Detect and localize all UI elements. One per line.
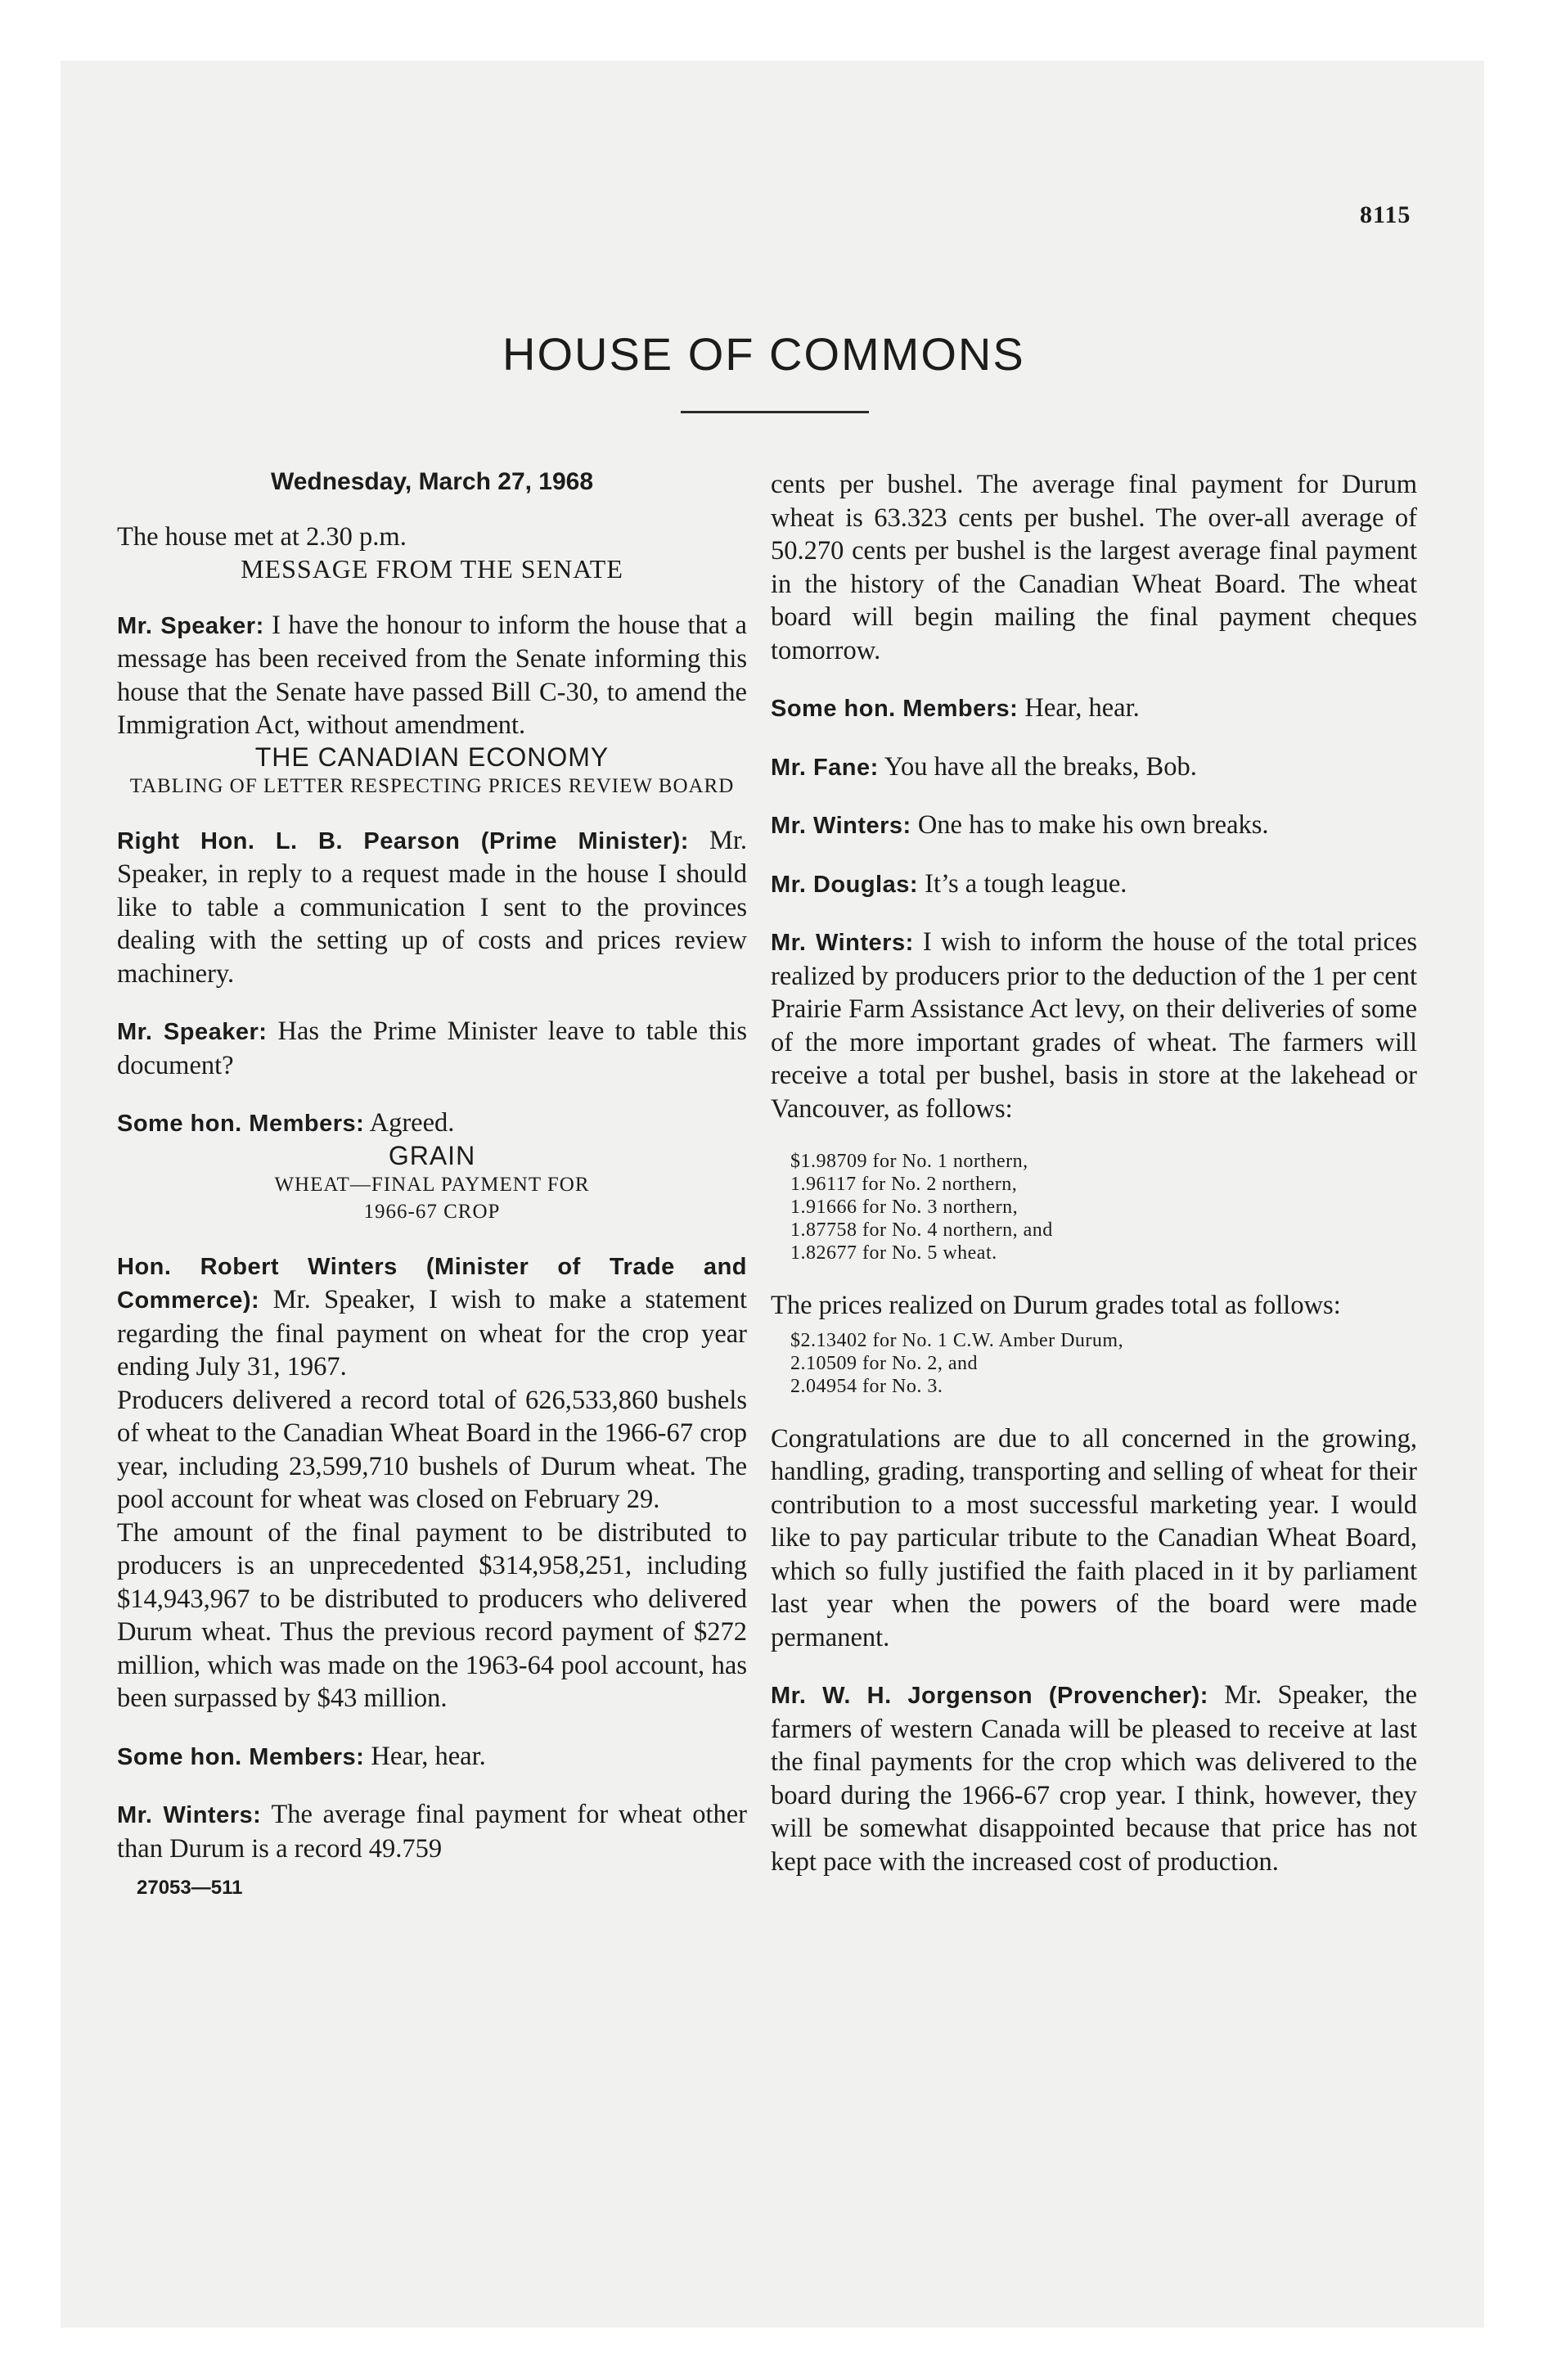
speaker-name: Mr. Speaker:	[117, 612, 264, 639]
page-number: 8115	[1360, 201, 1411, 228]
paragraph	[117, 1015, 747, 1082]
right-column	[771, 468, 1417, 1878]
left-column	[117, 468, 747, 1900]
paragraph-text: Agreed.	[369, 1108, 455, 1138]
speaker-name: Right Hon. L. B. Pearson (Prime Minister):	[117, 827, 689, 854]
paragraph-text: Has the Prime Minister leave to table this document?	[117, 1016, 747, 1080]
paragraph	[117, 1740, 747, 1774]
paragraph-text: Mr. Speaker, I wish to make a statement regarding the final payment on wheat for the crop year ending July 31, 1967.	[117, 1285, 747, 1382]
page-title: HOUSE OF COMMONS	[502, 328, 1025, 380]
price-row: $2.13402 for No. 1 C.W. Amber Durum,	[790, 1329, 1124, 1351]
paragraph-text: I wish to inform the house of the total prices realized by producers prior to the deduction of the 1 per cent Prairie Farm Assistance Act levy, on their deliveries of some of the more important grades of wheat. The farmers will receive a total per bushel, basis in store at the lakehead or Vancouver, as follows:	[771, 927, 1418, 1124]
speaker-name: Some hon. Members:	[117, 1743, 365, 1770]
print-code: 27053—511	[137, 1877, 243, 1899]
price-row: $1.98709 for No. 1 northern,	[790, 1151, 1028, 1172]
speaker-name: Mr. W. H. Jorgenson (Provencher):	[771, 1683, 1208, 1709]
house-met-line: The house met at 2.30 p.m.	[117, 522, 407, 552]
paragraph	[117, 1798, 747, 1865]
price-row: 2.10509 for No. 2, and	[790, 1352, 978, 1374]
heading-message-from-senate: MESSAGE FROM THE SENATE	[241, 553, 623, 584]
speaker-name: Mr. Speaker:	[117, 1019, 268, 1045]
durum-price-list	[771, 1329, 1417, 1398]
price-row: 2.04954 for No. 3.	[790, 1375, 943, 1397]
speaker-name: Some hon. Members:	[771, 696, 1019, 722]
paragraph: The prices realized on Durum grades total as follows:	[771, 1291, 1341, 1320]
paragraph-text: I have the honour to inform the house that a message has been received from the Senate informing this house that the Senate have passed Bill C-30, to amend the Immigration Act, without amendment.	[117, 610, 747, 740]
heading-canadian-economy: THE CANADIAN ECONOMY	[254, 741, 610, 772]
paragraph	[771, 868, 1417, 902]
subheading-wheat-final-payment: WHEAT—FINAL PAYMENT FOR	[274, 1173, 590, 1196]
paragraph	[771, 926, 1417, 1125]
paragraph-text: You have all the breaks, Bob.	[884, 751, 1197, 782]
paragraph	[117, 1250, 747, 1384]
paragraph-text: Mr. Speaker, the farmers of western Canada will be pleased to receive at last the final payments for the crop which was delivered to the board during the 1966-67 crop year. I think, however, they will be somewhat disappointed because that price has not kept pace with the increased cost of production.	[771, 1680, 1418, 1877]
paragraph	[771, 692, 1417, 726]
paragraph	[117, 609, 747, 742]
sitting-date: Wednesday, March 27, 1968	[270, 468, 594, 495]
paragraph	[771, 751, 1417, 785]
speaker-name: Mr. Winters:	[117, 1802, 262, 1828]
paragraph: cents per bushel. The average final payment for Durum wheat is 63.323 cents per bushel. The over-all average of 50.270 cents per bushel is the largest average final payment in the history of the Canadian Wheat Board. The wheat board will begin mailing the final payment cheques tomorrow.	[771, 470, 1417, 665]
paragraph-text: Hear, hear.	[1024, 693, 1140, 723]
price-row: 1.91666 for No. 3 northern,	[790, 1197, 1019, 1218]
speaker-name: Mr. Winters:	[771, 930, 914, 956]
paragraph-text: It’s a tough league.	[925, 868, 1127, 899]
paragraph	[117, 824, 747, 991]
paragraph: The amount of the final payment to be distributed to producers is an unprecedented $314,958,251, including $14,943,967 to be distributed to producers who delivered Durum wheat. Thus the previous record payment of $272 million, which was made on the 1963-64 pool account, has been surpassed by $43 million.	[117, 1517, 747, 1713]
speaker-name: Mr. Winters:	[771, 813, 911, 839]
speaker-name: Mr. Fane:	[771, 754, 879, 781]
price-row: 1.96117 for No. 2 northern,	[790, 1174, 1018, 1195]
paragraph: Producers delivered a record total of 626,533,860 bushels of wheat to the Canadian Wheat Board in the 1966-67 crop year, including 23,599,710 bushels of Durum wheat. The pool account for wheat was closed on February 29.	[117, 1385, 747, 1514]
paragraph-text: Mr. Speaker, in reply to a request made in the house I should like to table a communication I sent to the provinces dealing with the setting up of costs and prices review machinery.	[117, 825, 748, 989]
paragraph	[771, 1679, 1417, 1878]
wheat-price-list	[771, 1150, 1417, 1264]
speaker-name: Mr. Douglas:	[771, 871, 919, 898]
paragraph	[117, 1107, 747, 1141]
heading-grain: GRAIN	[388, 1140, 476, 1170]
subheading-crop-year: 1966-67 CROP	[363, 1200, 501, 1223]
paragraph-text: Hear, hear.	[371, 1741, 486, 1771]
paragraph-text: The average final payment for wheat other than Durum is a record 49.759	[117, 1800, 748, 1864]
subheading-tabling: TABLING OF LETTER RESPECTING PRICES REVIEW BOARD	[129, 774, 735, 797]
paragraph	[771, 809, 1417, 843]
price-row: 1.82677 for No. 5 wheat.	[790, 1242, 997, 1264]
speaker-name: Hon. Robert Winters (Minister of Trade and Commerce):	[117, 1253, 747, 1314]
title-divider	[681, 411, 869, 413]
paragraph-text: One has to make his own breaks.	[917, 810, 1269, 840]
paragraph: Congratulations are due to all concerned in the growing, handling, grading, transporting and selling of wheat for their contribution to a most successful marketing year. I would like to pay particular tribute to the Canadian Wheat Board, which so fully justified the faith placed in it by parliament last year when the powers of the board were made permanent.	[771, 1423, 1417, 1652]
speaker-name: Some hon. Members:	[117, 1111, 365, 1137]
price-row: 1.87758 for No. 4 northern, and	[790, 1219, 1053, 1241]
